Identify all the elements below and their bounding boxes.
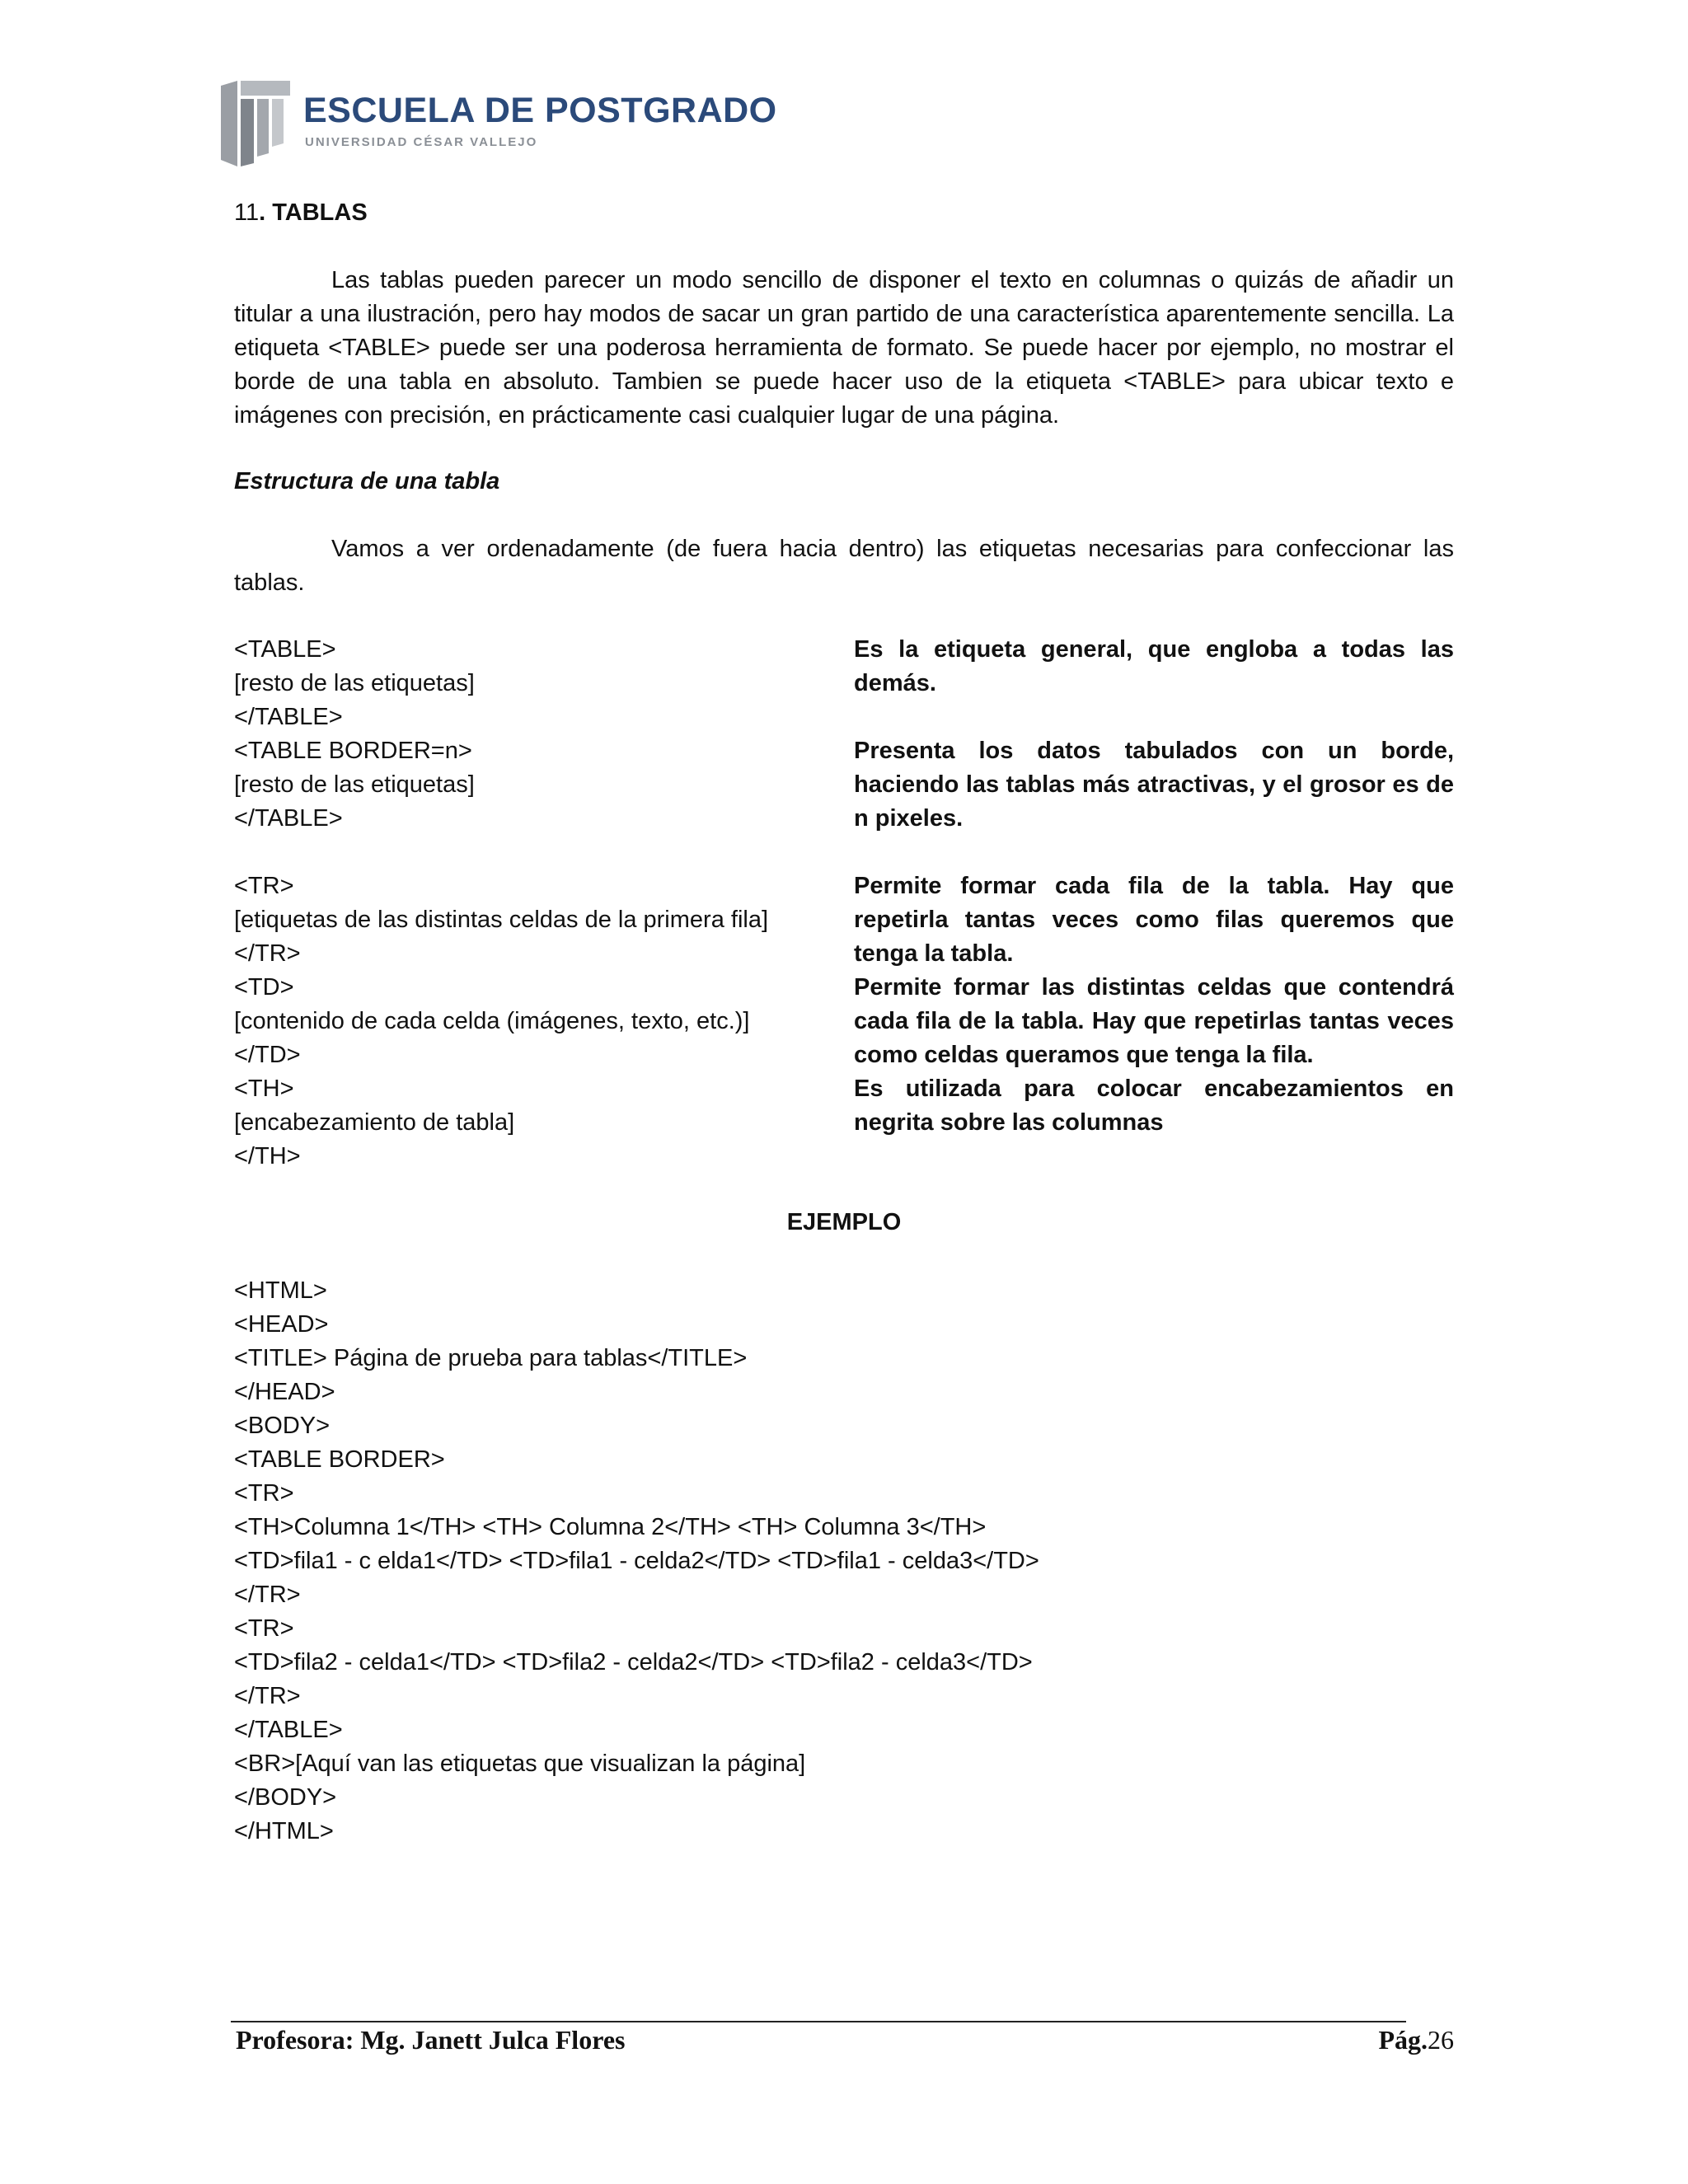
description-table-border: Presenta los datos tabulados con un borde, haciendo las tablas más atractivas, y el grosor es de n pixeles. bbox=[854, 738, 1454, 832]
intro-text: Las tablas pueden parecer un modo sencillo de disponer el texto en columnas o quizás de añadir un titular a una ilustración, pero hay modos de sacar un gran partido de una característica aparentemente sencilla. La etiqueta <TABLE> puede ser una poderosa herramienta de formato. Se puede hacer por ejemplo, no mostrar el borde de una tabla en absoluto. Tambien se puede hacer uso de la etiqueta <TABLE> para ubicar texto e imágenes con precisión, en prácticamente casi cualquier lugar de una página. bbox=[234, 267, 1454, 429]
code-line: <HTML> bbox=[234, 1277, 327, 1304]
code-line: </HTML> bbox=[234, 1818, 334, 1844]
tag-line: </TABLE> bbox=[234, 704, 343, 730]
code-line: <TD>fila1 - c elda1</TD> <TD>fila1 - celda2</TD> <TD>fila1 - celda3</TD> bbox=[234, 1548, 1039, 1574]
code-line: <TR> bbox=[234, 1615, 294, 1642]
page-number bbox=[1378, 2023, 1454, 2056]
footer-author: Profesora: Mg. Janett Julca Flores bbox=[236, 2025, 626, 2055]
code-line: <TD>fila2 - celda1</TD> <TD>fila2 - celda2</TD> <TD>fila2 - celda3</TD> bbox=[234, 1649, 1033, 1675]
tag-line: [encabezamiento de tabla] bbox=[234, 1109, 515, 1136]
tag-line: [contenido de cada celda (imágenes, texto, etc.)] bbox=[234, 1008, 750, 1034]
tag-line: </TABLE> bbox=[234, 805, 343, 832]
structure-intro-paragraph bbox=[234, 532, 1454, 600]
columns-logo-icon bbox=[221, 81, 290, 166]
code-line: <TH>Columna 1</TH> <TH> Columna 2</TH> <TH> Columna 3</TH> bbox=[234, 1514, 987, 1540]
example-title: EJEMPLO bbox=[786, 1209, 902, 1235]
structure-subheading: Estructura de una tabla bbox=[234, 468, 500, 494]
tag-line: [resto de las etiquetas] bbox=[234, 670, 475, 696]
code-line: <TITLE> Página de prueba para tablas</TITLE> bbox=[234, 1345, 748, 1371]
tag-list bbox=[234, 633, 828, 1174]
code-line: </TABLE> bbox=[234, 1717, 343, 1743]
tag-line bbox=[234, 836, 828, 869]
code-line: </HEAD> bbox=[234, 1379, 335, 1405]
tag-descriptions bbox=[854, 633, 1454, 1140]
description-td: Permite formar las distintas celdas que contendrá cada fila de la tabla. Hay que repetirlas tantas veces como celdas queramos que tenga la fila. bbox=[854, 974, 1454, 1068]
code-line: <BODY> bbox=[234, 1413, 331, 1439]
code-line: <TR> bbox=[234, 1480, 294, 1507]
tag-line: <TD> bbox=[234, 974, 294, 1001]
tag-line: </TR> bbox=[234, 940, 301, 967]
tag-line: </TD> bbox=[234, 1042, 301, 1068]
tag-line: <TABLE> bbox=[234, 636, 336, 663]
page-label: Pág. bbox=[1378, 2025, 1428, 2055]
tag-line: [etiquetas de las distintas celdas de la primera fila] bbox=[234, 907, 769, 933]
code-line: </TR> bbox=[234, 1683, 301, 1709]
description-table: Es la etiqueta general, que engloba a todas las demás. bbox=[854, 636, 1454, 696]
tag-line: <TH> bbox=[234, 1076, 294, 1102]
institution-logo bbox=[221, 81, 777, 166]
tag-line: </TH> bbox=[234, 1143, 301, 1169]
page-number-value: 26 bbox=[1428, 2025, 1454, 2055]
description-th: Es utilizada para colocar encabezamientos en negrita sobre las columnas bbox=[854, 1076, 1454, 1136]
footer-rule bbox=[231, 2021, 1406, 2022]
tag-line: <TR> bbox=[234, 873, 294, 899]
intro-paragraph bbox=[234, 264, 1454, 433]
section-heading bbox=[234, 196, 368, 230]
logo-title: ESCUELA DE POSTGRADO bbox=[303, 91, 777, 130]
tag-line: <TABLE BORDER=n> bbox=[234, 738, 472, 764]
example-code bbox=[234, 1274, 1039, 1849]
description-tr: Permite formar cada fila de la tabla. Hay que repetirla tantas veces como filas queremos que tenga la tabla. bbox=[854, 873, 1454, 967]
section-number: 11 bbox=[234, 199, 260, 226]
code-line: <TABLE BORDER> bbox=[234, 1446, 445, 1473]
code-line: <HEAD> bbox=[234, 1311, 329, 1338]
code-line: </BODY> bbox=[234, 1784, 337, 1811]
code-line: </TR> bbox=[234, 1582, 301, 1608]
structure-intro-text: Vamos a ver ordenadamente (de fuera hacia dentro) las etiquetas necesarias para confeccionar las tablas. bbox=[234, 536, 1454, 596]
section-title: . TABLAS bbox=[259, 199, 368, 226]
logo-subtitle: UNIVERSIDAD CÉSAR VALLEJO bbox=[305, 135, 538, 149]
code-line: <BR>[Aquí van las etiquetas que visualizan la página] bbox=[234, 1750, 806, 1777]
tag-line: [resto de las etiquetas] bbox=[234, 771, 475, 798]
